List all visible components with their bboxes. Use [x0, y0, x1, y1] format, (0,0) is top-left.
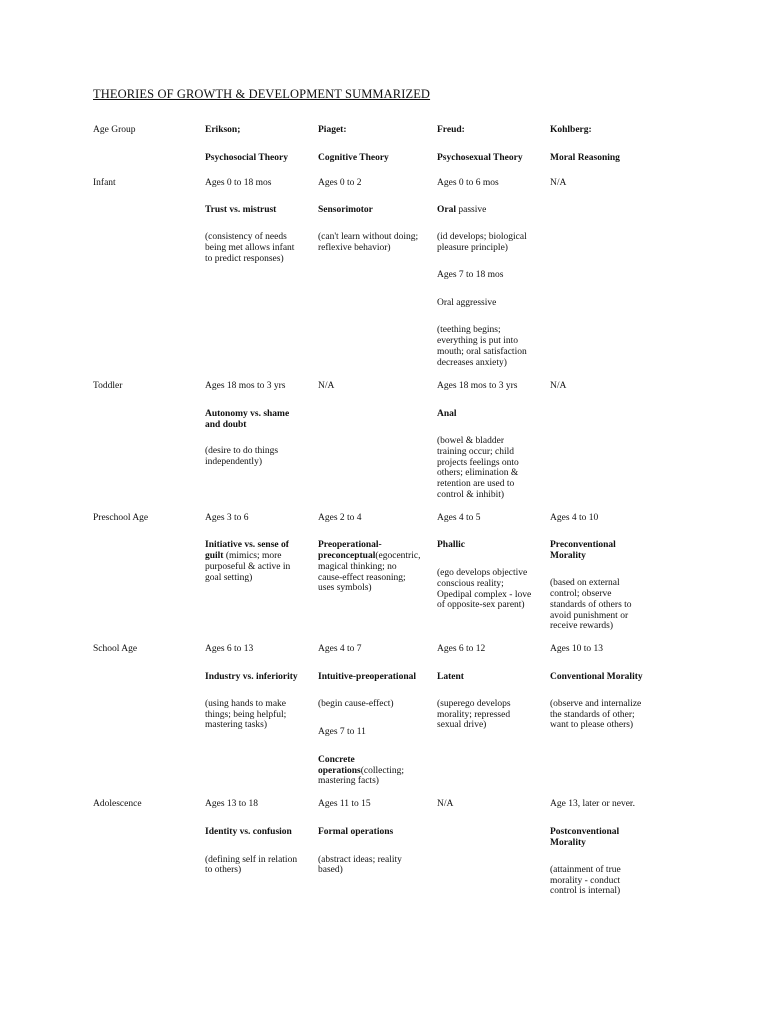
infant-freud-desc2-4: decreases anxiety) — [437, 358, 507, 368]
toddler-freud-desc-3: projects feelings onto — [437, 458, 519, 468]
infant-freud-desc2-1: (teething begins; — [437, 325, 501, 335]
infant-piaget-desc-2: reflexive behavior) — [318, 243, 391, 253]
toddler-erikson-desc-2: independently) — [205, 457, 262, 467]
preschool-erikson-stage: Initiative vs. sense of — [205, 540, 289, 550]
toddler-erikson-desc-1: (desire to do things — [205, 446, 279, 456]
school-erikson-desc-1: (using hands to make — [205, 699, 287, 709]
header-freud: Freud: — [437, 125, 465, 135]
school-kohlberg-desc-1: (observe and internalize — [550, 699, 642, 709]
adolescence-freud-ages: N/A — [437, 799, 454, 809]
preschool-freud-desc-3: Opedipal complex - love — [437, 590, 532, 600]
school-kohlberg-desc-3: want to please others) — [550, 720, 634, 730]
school-piaget-ages: Ages 4 to 7 — [318, 644, 362, 654]
adolescence-erikson-desc-2: to others) — [205, 865, 242, 875]
infant-freud-stage-line — [437, 205, 486, 216]
document-title: THEORIES OF GROWTH & DEVELOPMENT SUMMARIZED — [93, 87, 431, 101]
header-erikson-theory: Psychosocial Theory — [205, 153, 288, 163]
toddler-erikson-ages: Ages 18 mos to 3 yrs — [205, 381, 286, 391]
header-piaget-theory: Cognitive Theory — [318, 153, 389, 163]
preschool-erikson-stage-2: guilt — [205, 551, 224, 561]
adolescence-erikson-desc-1: (defining self in relation — [205, 855, 298, 865]
school-freud-desc-2: morality; repressed — [437, 710, 511, 720]
preschool-piaget-desc-3: uses symbols) — [318, 583, 372, 593]
school-freud-stage: Latent — [437, 672, 464, 682]
adolescence-erikson-stage: Identity vs. confusion — [205, 827, 292, 837]
row-label-adolescence: Adolescence — [93, 799, 142, 809]
row-label-school: School Age — [93, 644, 138, 654]
toddler-piaget-ages: N/A — [318, 381, 335, 391]
toddler-freud-desc-1: (bowel & bladder — [437, 436, 505, 446]
toddler-freud-desc-2: training occur; child — [437, 447, 515, 457]
header-piaget: Piaget: — [318, 125, 347, 135]
preschool-freud-desc-4: of opposite-sex parent) — [437, 600, 525, 610]
infant-erikson-ages: Ages 0 to 18 mos — [205, 178, 272, 188]
infant-freud-desc2-3: mouth; oral satisfaction — [437, 347, 527, 357]
header-freud-theory: Psychosexual Theory — [437, 153, 523, 163]
infant-freud-stage: Oral — [437, 205, 456, 215]
preschool-piaget-stage-rest: (egocentric, — [375, 551, 421, 561]
infant-erikson-desc-3: to predict responses) — [205, 254, 284, 264]
infant-freud-ages-2: Ages 7 to 18 mos — [437, 270, 504, 280]
school-piaget-ages-2: Ages 7 to 11 — [318, 727, 366, 737]
preschool-kohlberg-desc-5: receive rewards) — [550, 621, 614, 631]
toddler-freud-stage: Anal — [437, 409, 457, 419]
infant-piaget-stage: Sensorimotor — [318, 205, 373, 215]
header-kohlberg: Kohlberg: — [550, 125, 592, 135]
toddler-freud-desc-5: retention are used to — [437, 479, 515, 489]
school-erikson-stage: Industry vs. inferiority — [205, 672, 298, 682]
preschool-freud-ages: Ages 4 to 5 — [437, 513, 481, 523]
infant-piaget-ages: Ages 0 to 2 — [318, 178, 362, 188]
adolescence-erikson-ages: Ages 13 to 18 — [205, 799, 259, 809]
preschool-erikson-desc-2: goal setting) — [205, 573, 253, 583]
adolescence-kohlberg-stage-2: Morality — [550, 838, 586, 848]
row-label-toddler: Toddler — [93, 381, 123, 391]
infant-freud-stage-suffix: passive — [456, 205, 487, 215]
row-label-preschool: Preschool Age — [93, 513, 149, 523]
school-piaget-desc-1: (begin cause-effect) — [318, 699, 394, 709]
preschool-kohlberg-desc-3: standards of others to — [550, 600, 632, 610]
infant-freud-desc-2: pleasure principle) — [437, 243, 508, 253]
school-kohlberg-stage: Conventional Morality — [550, 672, 643, 682]
preschool-piaget-stage-2: preconceptual — [318, 551, 376, 561]
infant-freud-desc2-2: everything is put into — [437, 336, 519, 346]
school-kohlberg-desc-2: the standards of other; — [550, 710, 635, 720]
adolescence-kohlberg-desc-3: control is internal) — [550, 886, 621, 896]
infant-freud-desc-1: (id develops; biological — [437, 232, 527, 242]
school-erikson-desc-3: mastering tasks) — [205, 720, 268, 730]
toddler-freud-desc-6: control & inhibit) — [437, 490, 505, 500]
header-age-group: Age Group — [93, 125, 136, 135]
preschool-freud-stage: Phallic — [437, 540, 465, 550]
toddler-erikson-stage-2: and doubt — [205, 420, 247, 430]
preschool-kohlberg-desc-1: (based on external — [550, 578, 620, 588]
preschool-erikson-desc-1: purposeful & active in — [205, 562, 291, 572]
school-piaget-desc2-1: mastering facts) — [318, 776, 379, 786]
infant-kohlberg-ages: N/A — [550, 178, 567, 188]
preschool-piaget-desc-1: magical thinking; no — [318, 562, 397, 572]
school-kohlberg-ages: Ages 10 to 13 — [550, 644, 604, 654]
preschool-freud-desc-1: (ego develops objective — [437, 568, 528, 578]
adolescence-kohlberg-stage-1: Postconventional — [550, 827, 620, 837]
adolescence-kohlberg-ages: Age 13, later or never. — [550, 799, 635, 809]
preschool-erikson-stage-rest: (mimics; more — [223, 551, 282, 561]
toddler-freud-desc-4: others; elimination & — [437, 468, 519, 478]
preschool-piaget-stage: Preoperational- — [318, 540, 382, 550]
adolescence-piaget-ages: Ages 11 to 15 — [318, 799, 371, 809]
infant-erikson-stage: Trust vs. mistrust — [205, 205, 277, 215]
school-erikson-desc-2: things; being helpful; — [205, 710, 287, 720]
school-freud-ages: Ages 6 to 12 — [437, 644, 486, 654]
preschool-kohlberg-ages: Ages 4 to 10 — [550, 513, 599, 523]
preschool-erikson-stage-line-2 — [205, 551, 282, 562]
header-erikson: Erikson; — [205, 125, 241, 135]
preschool-kohlberg-desc-2: control; observe — [550, 589, 612, 599]
toddler-erikson-stage-1: Autonomy vs. shame — [205, 409, 290, 419]
adolescence-piaget-stage: Formal operations — [318, 827, 394, 837]
preschool-piaget-desc-2: cause-effect reasoning; — [318, 573, 406, 583]
preschool-kohlberg-stage-1: Preconventional — [550, 540, 616, 550]
adolescence-kohlberg-desc-1: (attainment of true — [550, 865, 621, 875]
infant-freud-stage-2: Oral aggressive — [437, 298, 497, 308]
toddler-freud-ages: Ages 18 mos to 3 yrs — [437, 381, 518, 391]
school-freud-desc-3: sexual drive) — [437, 720, 487, 730]
adolescence-piaget-desc-1: (abstract ideas; reality — [318, 855, 402, 865]
school-piaget-stage: Intuitive-preoperational — [318, 672, 416, 682]
adolescence-kohlberg-desc-2: morality - conduct — [550, 876, 621, 886]
school-piaget-stage2-rest: (collecting; — [360, 766, 405, 776]
preschool-kohlberg-stage-2: Morality — [550, 551, 586, 561]
adolescence-piaget-desc-2: based) — [318, 865, 343, 875]
infant-freud-ages: Ages 0 to 6 mos — [437, 178, 499, 188]
preschool-kohlberg-desc-4: avoid punishment or — [550, 611, 629, 621]
preschool-freud-desc-2: conscious reality; — [437, 579, 504, 589]
school-erikson-ages: Ages 6 to 13 — [205, 644, 254, 654]
header-kohlberg-theory: Moral Reasoning — [550, 153, 620, 163]
infant-piaget-desc-1: (can't learn without doing; — [318, 232, 419, 242]
infant-erikson-desc-2: being met allows infant — [205, 243, 295, 253]
preschool-erikson-ages: Ages 3 to 6 — [205, 513, 249, 523]
toddler-kohlberg-ages: N/A — [550, 381, 567, 391]
school-piaget-stage-2: Concrete — [318, 755, 355, 765]
school-piaget-stage2-bold: operations — [318, 766, 361, 776]
preschool-piaget-ages: Ages 2 to 4 — [318, 513, 362, 523]
preschool-piaget-stage-line-2 — [318, 551, 420, 562]
school-freud-desc-1: (superego develops — [437, 699, 511, 709]
infant-erikson-desc-1: (consistency of needs — [205, 232, 287, 242]
row-label-infant: Infant — [93, 178, 116, 188]
